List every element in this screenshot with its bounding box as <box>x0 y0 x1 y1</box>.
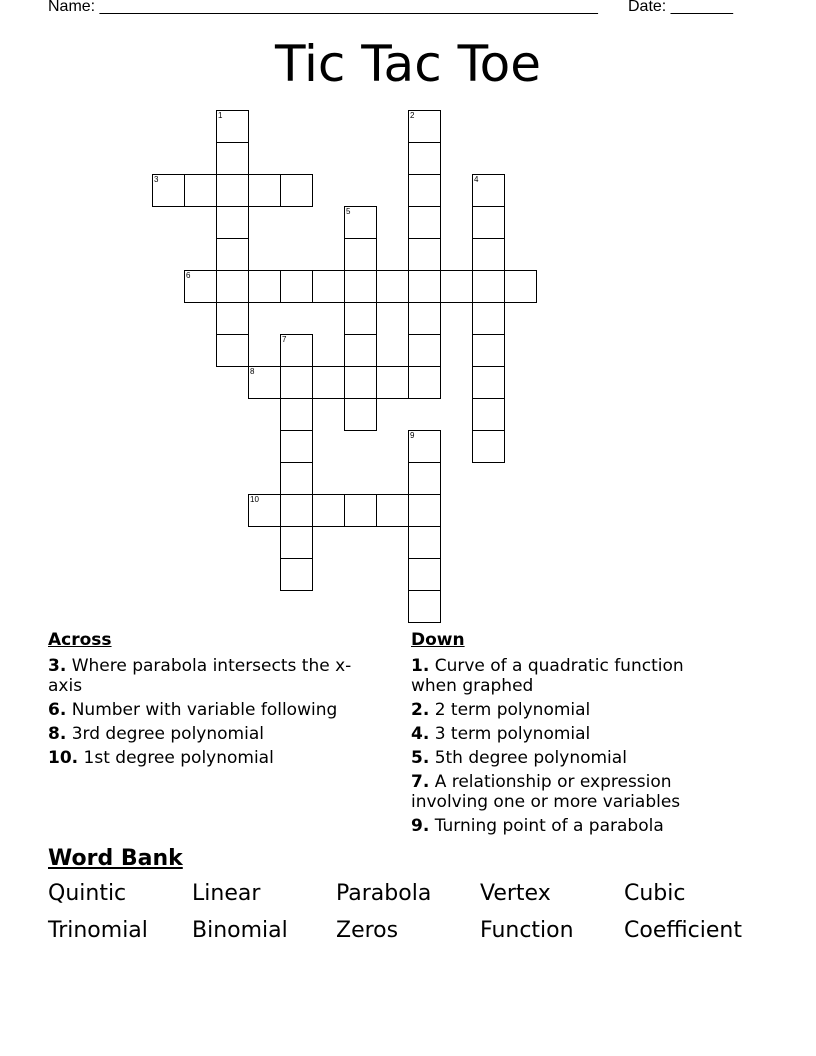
cell-number: 7 <box>282 335 287 344</box>
crossword-cell[interactable] <box>408 430 441 463</box>
crossword-cell[interactable] <box>280 494 313 527</box>
crossword-cell[interactable] <box>472 366 505 399</box>
crossword-cell[interactable] <box>376 270 409 303</box>
clue-text: Curve of a quadratic function when graphed <box>411 656 684 696</box>
clue-number: 8. <box>48 724 67 744</box>
crossword-cell[interactable] <box>280 430 313 463</box>
crossword-cell[interactable] <box>408 238 441 271</box>
clue-text: Turning point of a parabola <box>434 816 664 836</box>
crossword-cell[interactable] <box>280 558 313 591</box>
crossword-cell[interactable] <box>408 558 441 591</box>
word-bank-item: Linear <box>192 881 261 906</box>
crossword-cell[interactable] <box>408 302 441 335</box>
clue-number: 6. <box>48 700 67 720</box>
crossword-cell[interactable] <box>344 366 377 399</box>
word-bank-item: Quintic <box>48 881 127 906</box>
word-bank-item: Cubic <box>624 881 686 906</box>
crossword-cell[interactable] <box>408 494 441 527</box>
crossword-cell[interactable] <box>312 270 345 303</box>
cell-number: 1 <box>218 111 223 120</box>
crossword-cell[interactable] <box>344 206 377 239</box>
name-field-label: Name: ________________________________________________________ <box>48 0 598 15</box>
crossword-cell[interactable] <box>408 526 441 559</box>
word-bank-item: Binomial <box>192 918 288 943</box>
clue-down-1 <box>411 656 731 696</box>
clue-text: Number with variable following <box>71 700 338 720</box>
clue-text: 3 term polynomial <box>434 724 591 744</box>
crossword-cell[interactable] <box>408 462 441 495</box>
cell-number: 3 <box>154 175 159 184</box>
clue-down-2 <box>411 700 731 720</box>
crossword-cell[interactable] <box>408 334 441 367</box>
word-bank-item: Trinomial <box>48 918 148 943</box>
crossword-cell[interactable] <box>472 302 505 335</box>
crossword-cell[interactable] <box>280 398 313 431</box>
cell-number: 2 <box>410 111 415 120</box>
crossword-cell[interactable] <box>472 206 505 239</box>
page-title: Tic Tac Toe <box>275 35 541 93</box>
date-field-label: Date: _______ <box>628 0 733 15</box>
cell-number: 6 <box>186 271 191 280</box>
clue-down-4 <box>411 724 731 744</box>
clue-text: A relationship or expression involving one or more variables <box>411 772 681 812</box>
crossword-cell[interactable] <box>216 302 249 335</box>
crossword-cell[interactable] <box>472 398 505 431</box>
crossword-cell[interactable] <box>216 334 249 367</box>
crossword-cell[interactable] <box>280 270 313 303</box>
crossword-cell[interactable] <box>408 206 441 239</box>
down-heading: Down <box>411 630 465 650</box>
cell-number: 9 <box>410 431 415 440</box>
clue-text: 5th degree polynomial <box>434 748 627 768</box>
clue-down-9 <box>411 816 731 836</box>
crossword-cell[interactable] <box>408 142 441 175</box>
clue-number: 10. <box>48 748 79 768</box>
crossword-cell[interactable] <box>408 270 441 303</box>
crossword-cell[interactable] <box>152 174 185 207</box>
across-heading: Across <box>48 630 112 650</box>
crossword-cell[interactable] <box>472 174 505 207</box>
crossword-cell[interactable] <box>216 270 249 303</box>
clue-number: 5. <box>411 748 430 768</box>
crossword-cell[interactable] <box>344 238 377 271</box>
crossword-cell[interactable] <box>344 334 377 367</box>
word-bank-item: Vertex <box>480 881 551 906</box>
crossword-cell[interactable] <box>472 430 505 463</box>
crossword-cell[interactable] <box>216 238 249 271</box>
crossword-cell[interactable] <box>248 270 281 303</box>
crossword-cell[interactable] <box>280 334 313 367</box>
clue-number: 1. <box>411 656 430 676</box>
crossword-cell[interactable] <box>376 494 409 527</box>
crossword-cell[interactable] <box>216 142 249 175</box>
crossword-cell[interactable] <box>408 110 441 143</box>
crossword-cell[interactable] <box>216 206 249 239</box>
crossword-cell[interactable] <box>408 590 441 623</box>
word-bank-heading: Word Bank <box>48 846 183 871</box>
clue-text: 3rd degree polynomial <box>71 724 264 744</box>
clue-number: 3. <box>48 656 67 676</box>
word-bank-item: Zeros <box>336 918 399 943</box>
crossword-cell[interactable] <box>344 398 377 431</box>
word-bank-item: Function <box>480 918 574 943</box>
crossword-cell[interactable] <box>312 494 345 527</box>
cell-number: 5 <box>346 207 351 216</box>
crossword-cell[interactable] <box>440 270 473 303</box>
word-bank-item: Parabola <box>336 881 432 906</box>
crossword-cell[interactable] <box>184 270 217 303</box>
clue-across-3 <box>48 656 368 696</box>
word-bank <box>48 880 768 944</box>
clue-text: Where parabola intersects the x-axis <box>48 656 352 696</box>
crossword-cell[interactable] <box>344 494 377 527</box>
clue-number: 2. <box>411 700 430 720</box>
crossword-cell[interactable] <box>248 494 281 527</box>
crossword-cell[interactable] <box>248 366 281 399</box>
clue-text: 2 term polynomial <box>434 700 591 720</box>
crossword-cell[interactable] <box>312 366 345 399</box>
clue-across-6 <box>48 700 368 720</box>
crossword-cell[interactable] <box>408 174 441 207</box>
clue-down-7 <box>411 772 731 812</box>
clue-number: 9. <box>411 816 430 836</box>
crossword-cell[interactable] <box>472 334 505 367</box>
crossword-cell[interactable] <box>504 270 537 303</box>
crossword-cell[interactable] <box>280 366 313 399</box>
crossword-cell[interactable] <box>280 462 313 495</box>
clue-across-10 <box>48 748 368 768</box>
crossword-cell[interactable] <box>472 270 505 303</box>
crossword-cell[interactable] <box>280 526 313 559</box>
crossword-cell[interactable] <box>344 270 377 303</box>
crossword-cell[interactable] <box>280 174 313 207</box>
clue-down-5 <box>411 748 731 768</box>
down-clues <box>411 628 731 840</box>
crossword-cell[interactable] <box>408 366 441 399</box>
cell-number: 4 <box>474 175 479 184</box>
crossword-cell[interactable] <box>216 110 249 143</box>
cell-number: 8 <box>250 367 255 376</box>
crossword-cell[interactable] <box>344 302 377 335</box>
crossword-cell[interactable] <box>248 174 281 207</box>
across-clues <box>48 628 368 772</box>
crossword-cell[interactable] <box>472 238 505 271</box>
crossword-cell[interactable] <box>216 174 249 207</box>
clue-text: 1st degree polynomial <box>83 748 274 768</box>
clue-number: 7. <box>411 772 430 792</box>
word-bank-item: Coefficient <box>624 918 742 943</box>
cell-number: 10 <box>250 495 259 504</box>
clue-number: 4. <box>411 724 430 744</box>
crossword-cell[interactable] <box>184 174 217 207</box>
crossword-cell[interactable] <box>376 366 409 399</box>
clue-across-8 <box>48 724 368 744</box>
